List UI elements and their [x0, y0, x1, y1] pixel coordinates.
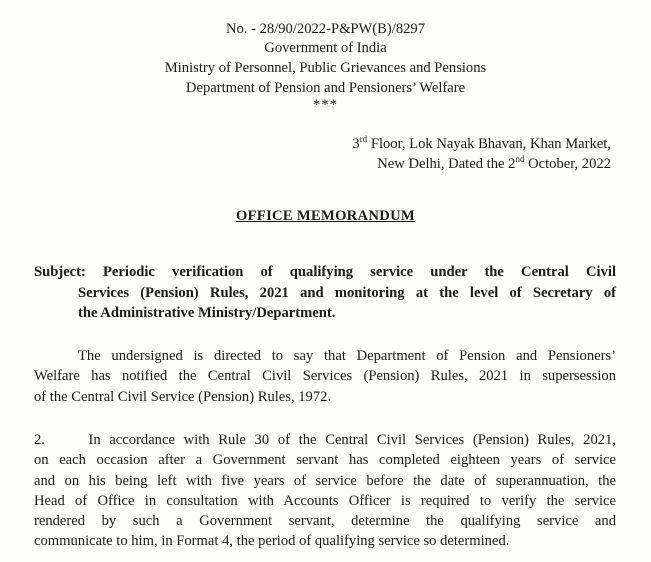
place-date: [377, 155, 611, 173]
date-prefix: New Delhi, Dated the 2: [377, 156, 516, 172]
floor-suffix: rd: [359, 134, 368, 145]
paragraph-2-line-1: 2. In accordance with Rule 30 of the Central Civil Services (Pension) Rules, 2021,: [34, 432, 616, 448]
paragraph-2-line-2: on each occasion after a Government servant has completed eighteen years of service: [34, 452, 616, 469]
paragraph-2: [34, 430, 616, 552]
paragraph-2-line-4: Head of Office in consultation with Accounts Officer is required to verify the service: [34, 492, 616, 509]
government-name: Government of India: [264, 40, 387, 56]
department-name: Department of Pension and Pensioners’ Welfare: [185, 80, 466, 96]
paragraph-2-line-6: communicate to him, in Format 4, the period of qualifying service so determined.: [34, 533, 510, 550]
subject-block: [34, 262, 616, 324]
paragraph-2-line-5: rendered by such a Government servant, determine the qualifying service and: [34, 513, 616, 530]
subject-line-1: Subject: Periodic verification of qualifying service under the Central Civil: [34, 264, 616, 280]
ministry-name: Ministry of Personnel, Public Grievances and Pensions: [164, 60, 487, 76]
paragraph-2-line-3: and on his being left with five years of service before the date of superannuation, the: [34, 472, 616, 489]
separator-stars: ***: [313, 97, 338, 113]
office-address: [352, 135, 611, 153]
paragraph-1-line-3: of the Central Civil Service (Pension) Rules, 1972.: [34, 388, 332, 405]
paragraph-1: [34, 346, 616, 407]
date-rest: October, 2022: [524, 156, 611, 172]
date-suffix: nd: [515, 154, 525, 165]
subject-line-3: the Administrative Ministry/Department.: [78, 305, 336, 321]
file-number: No. - 28/90/2022-P&PW(B)/8297: [225, 21, 426, 37]
subject-line-2: Services (Pension) Rules, 2021 and monitoring at the level of Secretary of: [78, 284, 616, 301]
address-text: Floor, Lok Nayak Bhavan, Khan Market,: [367, 136, 611, 152]
paragraph-1-line-1: The undersigned is directed to say that Department of Pension and Pensioners’: [78, 348, 616, 364]
paragraph-1-line-2: Welfare has notified the Central Civil Services (Pension) Rules, 2021 in supersession: [34, 368, 616, 385]
memo-title: OFFICE MEMORANDUM: [236, 208, 415, 224]
floor-number: 3: [352, 136, 360, 152]
